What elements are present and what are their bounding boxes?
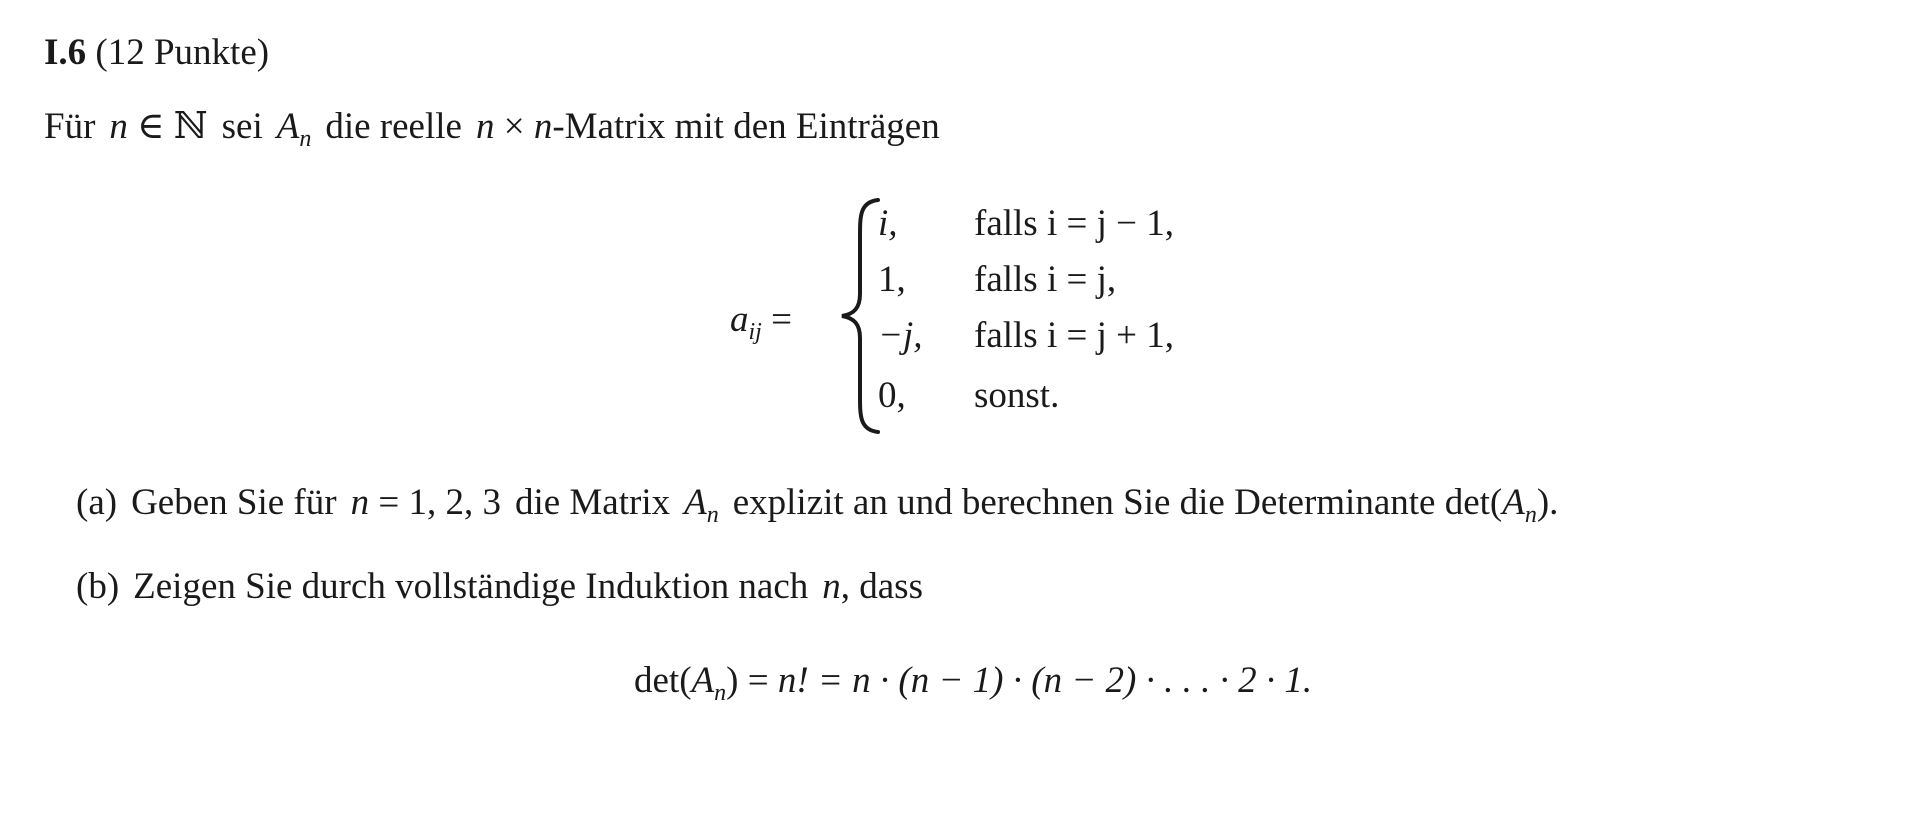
- exercise-header: [44, 34, 269, 71]
- intro-elem: ∈: [137, 106, 165, 147]
- lhs-a: a: [730, 299, 749, 340]
- lhs-sub: ij: [748, 319, 762, 345]
- intro-dim-a: n: [475, 106, 495, 147]
- part-a-text-5: ).: [1536, 482, 1559, 523]
- lhs-equals: =: [771, 299, 792, 340]
- intro-sentence: [44, 106, 940, 152]
- part-a: [76, 482, 1559, 528]
- part-a-text-3: die Matrix: [514, 482, 671, 523]
- formula-matrix: A: [691, 660, 715, 701]
- case-4-condition: sonst.: [974, 375, 1060, 416]
- intro-text-5: -Matrix mit den Einträgen: [552, 106, 940, 147]
- left-brace-icon: [838, 196, 882, 436]
- intro-text-1: Für: [44, 106, 96, 147]
- part-a-label: (a): [76, 482, 118, 523]
- part-b-text-2: , dass: [840, 566, 923, 607]
- part-a-matrix-sub: n: [706, 502, 719, 528]
- case-2-value: 1,: [878, 259, 906, 300]
- piecewise-lhs: [730, 298, 792, 345]
- part-a-text-4: explizit an und berechnen Sie die Determinante det(: [732, 482, 1503, 523]
- intro-matrix: A: [276, 106, 300, 147]
- intro-matrix-sub: n: [299, 126, 312, 152]
- part-a-values: = 1, 2, 3: [378, 482, 501, 523]
- determinant-formula: [634, 660, 1313, 706]
- part-b-var-n: n: [822, 566, 841, 607]
- case-3-condition: falls i = j + 1,: [974, 315, 1174, 356]
- case-4-value: 0,: [878, 375, 906, 416]
- case-1-condition: falls i = j − 1,: [974, 203, 1174, 244]
- exercise-points: (12 Punkte): [95, 32, 270, 73]
- intro-var-n: n: [109, 106, 128, 147]
- formula-equals: ) =: [726, 660, 769, 701]
- intro-text-4: die reelle: [325, 106, 462, 147]
- piecewise-definition: [730, 196, 1290, 436]
- part-a-var-n: n: [350, 482, 370, 523]
- part-b: [76, 568, 923, 605]
- case-2-condition: falls i = j,: [974, 259, 1117, 300]
- exercise-number: I.6: [44, 32, 87, 73]
- formula-factorial: n! = n · (n − 1) · (n − 2) · . . . · 2 · 1.: [777, 660, 1313, 701]
- formula-matrix-sub: n: [714, 680, 727, 706]
- part-b-text-1: Zeigen Sie durch vollständige Induktion nach: [133, 566, 809, 607]
- intro-times: ×: [503, 106, 525, 147]
- part-a-matrix: A: [684, 482, 707, 523]
- part-b-label: (b): [76, 566, 120, 607]
- intro-text-3: sei: [221, 106, 263, 147]
- part-a-matrix-2-sub: n: [1524, 502, 1537, 528]
- part-a-matrix-2: A: [1502, 482, 1525, 523]
- part-a-text-1: Geben Sie für: [131, 482, 337, 523]
- intro-dim-b: n: [533, 106, 553, 147]
- case-1-value: i,: [878, 203, 898, 244]
- formula-det: det(: [634, 660, 692, 701]
- case-3-value: −j,: [878, 315, 923, 356]
- intro-set-n: ℕ: [173, 106, 208, 147]
